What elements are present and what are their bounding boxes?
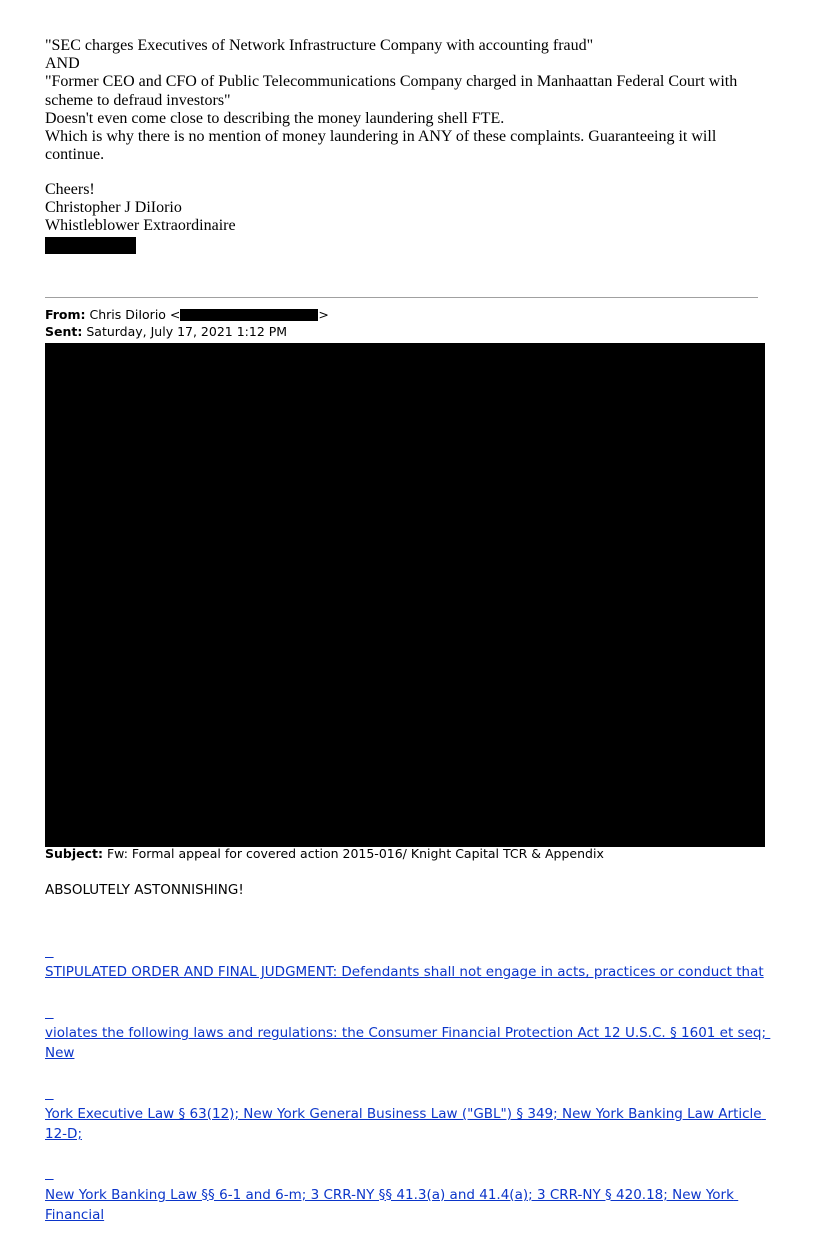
judgment-link[interactable] xyxy=(45,922,773,1245)
sent-line xyxy=(45,323,287,341)
signature-greeting: Cheers! xyxy=(45,181,95,198)
link-line[interactable]: STIPULATED ORDER AND FINAL JUDGMENT: Defendants shall not engage in acts, practices or conduct that xyxy=(45,964,764,981)
signature-name: Christopher J DiIorio xyxy=(45,199,182,217)
quote-line: AND xyxy=(45,55,80,73)
from-label: From: xyxy=(45,307,86,322)
link-line[interactable]: New York Banking Law §§ 6-1 and 6-m; 3 CRR-NY §§ 41.3(a) and 41.4(a); 3 CRR-NY § 420.18; New York Financial xyxy=(45,1186,739,1223)
signature-title: Whistleblower Extraordinaire xyxy=(45,217,236,235)
link-line[interactable]: violates the following laws and regulations: the Consumer Financial Protection Act 12 U.S.C. § 1601 et seq; New xyxy=(45,1025,771,1062)
signature-block xyxy=(45,181,236,254)
quote-line: scheme to defraud investors" xyxy=(45,91,231,109)
subject-line xyxy=(45,845,604,863)
quote-line: continue. xyxy=(45,146,105,164)
subject-label: Subject: xyxy=(45,846,103,861)
quote-line: Doesn't even come close to describing the money laundering shell FTE. xyxy=(45,109,505,127)
subject-value: Fw: Formal appeal for covered action 2015-016/ Knight Capital TCR & Appendix xyxy=(106,846,604,861)
from-close: > xyxy=(318,307,329,322)
sent-value: Saturday, July 17, 2021 1:12 PM xyxy=(86,324,288,339)
quoted-text-block xyxy=(45,37,775,164)
quote-line: "Former CEO and CFO of Public Telecommunications Company charged in Manhaattan Federal Court with xyxy=(45,73,738,91)
recipients-redaction xyxy=(45,343,765,847)
sent-label: Sent: xyxy=(45,324,83,339)
body-heading: ABSOLUTELY ASTONNISHING! xyxy=(45,882,244,898)
from-name[interactable]: Chris DiIorio < xyxy=(89,307,181,322)
quote-line: "SEC charges Executives of Network Infrastructure Company with accounting fraud" xyxy=(45,37,594,54)
message-divider xyxy=(45,297,758,298)
from-line xyxy=(45,306,329,324)
quote-line: Which is why there is no mention of money laundering in ANY of these complaints. Guaranteeing it will xyxy=(45,128,717,146)
signature-redaction xyxy=(45,237,136,254)
link-line[interactable]: York Executive Law § 63(12); New York General Business Law ("GBL") § 349; New York Banking Law Article 12-D; xyxy=(45,1105,766,1143)
email-redaction xyxy=(180,309,318,321)
